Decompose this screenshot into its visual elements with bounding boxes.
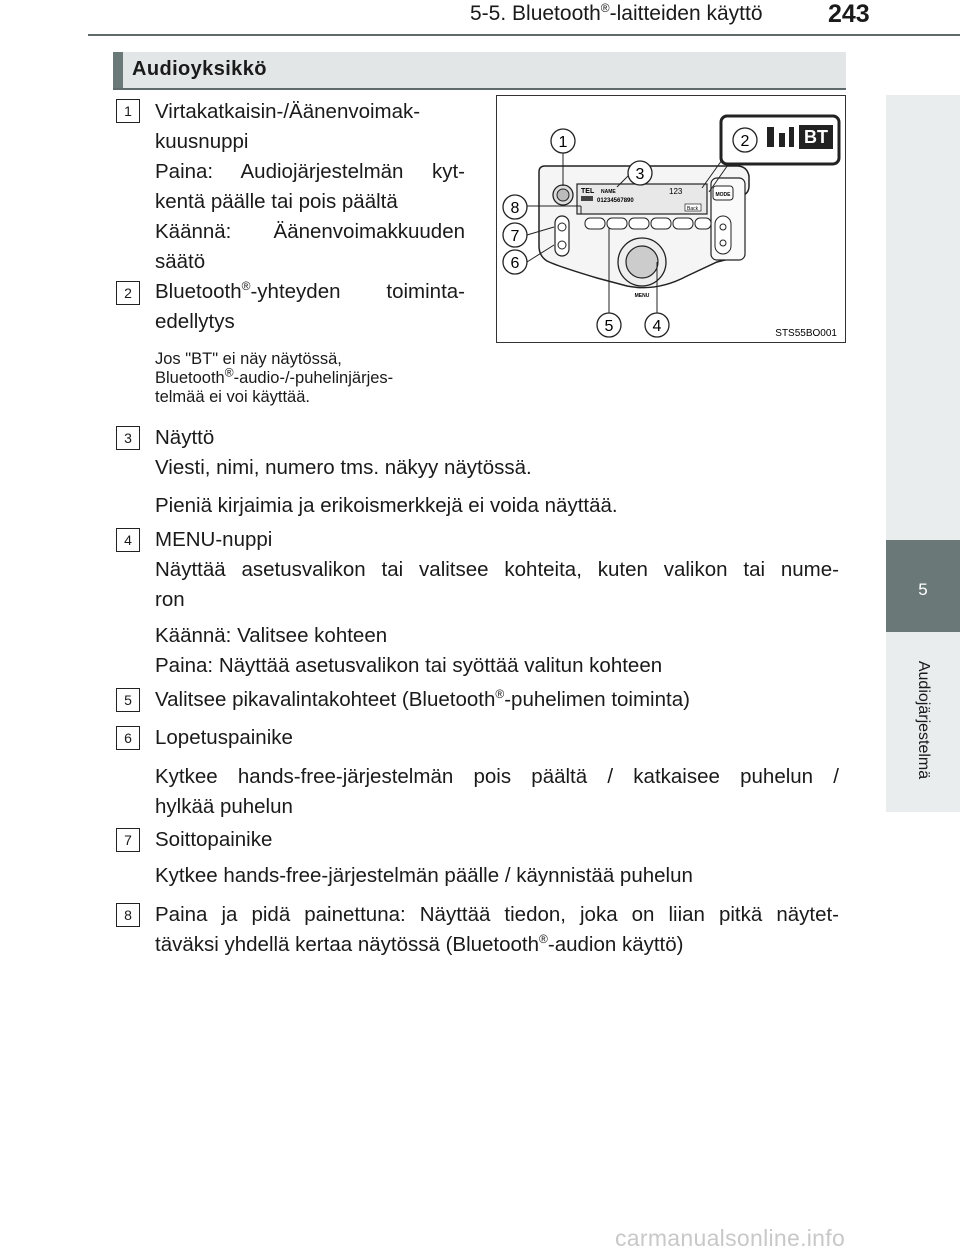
chapter-tab[interactable] bbox=[886, 540, 960, 632]
item-6-text: Lopetuspainike Kytkee hands-free-järjestelmän pois päältä / katkaisee puhelun / hylkää puhelun bbox=[155, 726, 839, 818]
callout-label-7: 7 bbox=[510, 228, 520, 245]
chapter-title: 5-5. Bluetooth®-laitteiden käyttö bbox=[470, 1, 763, 25]
preset-button-2 bbox=[607, 218, 627, 229]
preset-button-4 bbox=[651, 218, 671, 229]
item-2-text: Bluetooth®-yhteyden toiminta- edellytys bbox=[155, 279, 465, 333]
signal-bar-3 bbox=[789, 127, 794, 147]
callout-label-4: 4 bbox=[652, 318, 662, 335]
section-heading-title: Audioyksikkö bbox=[132, 58, 267, 80]
item-8-text: Paina ja pidä painettuna: Näyttää tiedon, joka on liian pitkä näytet- täväksi yhdellä kertaa näytössä (Bluetooth®-audion käyttö) bbox=[155, 903, 839, 956]
display-tel: TEL bbox=[581, 188, 595, 195]
menu-label: MENU bbox=[634, 293, 650, 299]
item-badge-7: 7 bbox=[116, 828, 140, 852]
item-badge-8: 8 bbox=[116, 903, 140, 927]
item-2-note: Jos "BT" ei näy näytössä, Bluetooth®-audio-/-puhelinjärjes- telmää ei voi käyttää. bbox=[155, 350, 394, 406]
menu-knob bbox=[626, 246, 658, 278]
phone-button-housing bbox=[555, 216, 569, 256]
display-count: 123 bbox=[669, 187, 683, 196]
item-badge-5: 5 bbox=[116, 688, 140, 712]
preset-button-1 bbox=[585, 218, 605, 229]
callout-label-2: 2 bbox=[740, 133, 750, 150]
bt-label: BT bbox=[804, 127, 828, 147]
section-heading-bar bbox=[113, 52, 123, 88]
display-number: 01234567890 bbox=[597, 198, 634, 204]
item-4-text: MENU-nuppi Näyttää asetusvalikon tai valitsee kohteita, kuten valikon tai nume- ron Käännä: Valitsee kohteen Paina: Näyttää asetusvalikon tai syöttää valitun kohteen bbox=[155, 528, 839, 677]
power-knob-center bbox=[557, 189, 569, 201]
item-badge-1: 1 bbox=[116, 99, 140, 123]
item-badge-2: 2 bbox=[116, 281, 140, 305]
item-1-text: Virtakatkaisin-/Äänenvoimak- kuusnuppi Paina: Audiojärjestelmän kyt- kentä päälle tai pois päältä Käännä: Äänenvoimakkuuden säätö bbox=[155, 100, 465, 273]
audio-unit-figure bbox=[496, 95, 846, 343]
item-badge-3: 3 bbox=[116, 426, 140, 450]
preset-button-3 bbox=[629, 218, 649, 229]
preset-button-5 bbox=[673, 218, 693, 229]
chapter-tab-number: 5 bbox=[918, 580, 928, 599]
audio-unit-illustration bbox=[497, 96, 845, 342]
seek-rocker bbox=[715, 216, 731, 254]
figure-code: STS55BO001 bbox=[775, 328, 837, 339]
callout-label-1: 1 bbox=[558, 134, 568, 151]
signal-bar-2 bbox=[779, 133, 785, 147]
callout-label-5: 5 bbox=[604, 318, 614, 335]
item-5-text: Valitsee pikavalintakohteet (Bluetooth®-puhelimen toiminta) bbox=[155, 687, 690, 711]
signal-bar-1 bbox=[767, 127, 774, 147]
section-heading bbox=[113, 52, 846, 90]
watermark: carmanualsonline.info bbox=[615, 1225, 846, 1251]
header-rule bbox=[88, 34, 960, 36]
page-header bbox=[0, 0, 960, 40]
callout-label-6: 6 bbox=[510, 255, 520, 272]
mode-label: MODE bbox=[715, 192, 731, 198]
side-strip-upper bbox=[886, 95, 960, 540]
chapter-tab-label: Audiojärjestelmä bbox=[915, 660, 932, 780]
item-7-text: Soittopainike Kytkee hands-free-järjestelmän päälle / käynnistää puhelun bbox=[155, 828, 693, 887]
page-number: 243 bbox=[828, 0, 870, 28]
display-phone-icon bbox=[581, 196, 593, 201]
callout-label-3: 3 bbox=[635, 166, 645, 183]
item-3-text: Näyttö Viesti, nimi, numero tms. näkyy näytössä. Pieniä kirjaimia ja erikoismerkkejä ei voida näyttää. bbox=[155, 426, 618, 517]
display-back: Back bbox=[687, 206, 699, 212]
preset-button-6 bbox=[695, 218, 711, 229]
item-badge-6: 6 bbox=[116, 726, 140, 750]
display-name: NAME bbox=[601, 189, 616, 195]
item-badge-4: 4 bbox=[116, 528, 140, 552]
callout-label-8: 8 bbox=[510, 200, 520, 217]
